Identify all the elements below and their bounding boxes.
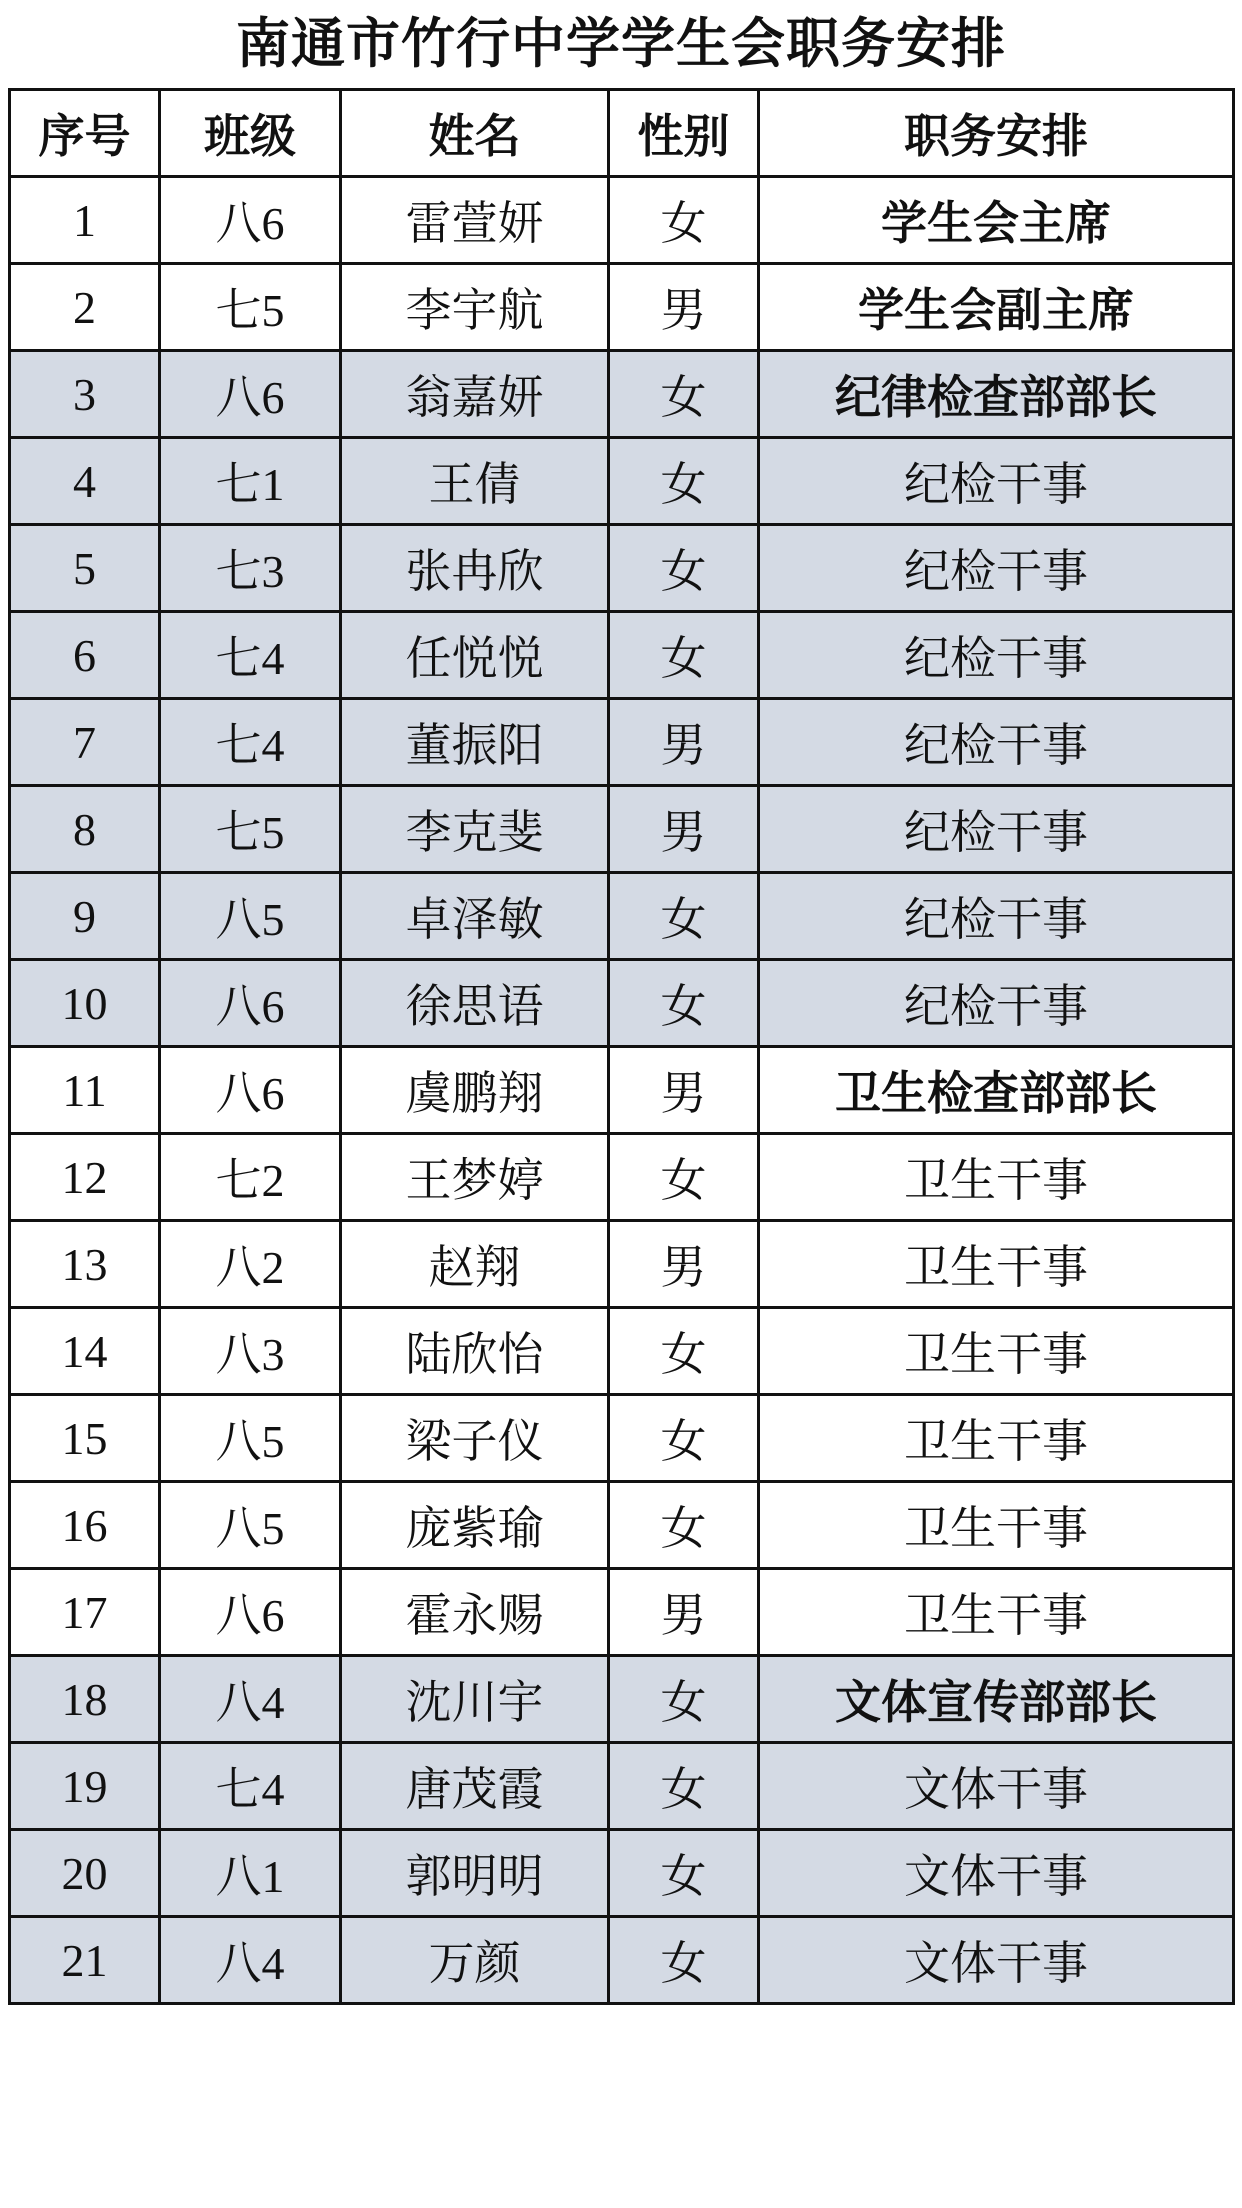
row-gender-cell: 女 xyxy=(609,1656,759,1743)
table-row xyxy=(10,1743,1234,1830)
row-number-cell: 7 xyxy=(10,699,160,786)
row-role-cell: 文体干事 xyxy=(759,1743,1234,1830)
row-number-cell: 17 xyxy=(10,1569,160,1656)
row-name-cell: 庞紫瑜 xyxy=(341,1482,609,1569)
row-name-cell: 王倩 xyxy=(341,438,609,525)
row-number-cell: 13 xyxy=(10,1221,160,1308)
row-role-cell: 纪检干事 xyxy=(759,525,1234,612)
row-role-cell: 文体干事 xyxy=(759,1830,1234,1917)
row-class-cell: 八1 xyxy=(160,1830,341,1917)
row-gender-cell: 女 xyxy=(609,1743,759,1830)
row-class-cell: 七4 xyxy=(160,1743,341,1830)
row-number-cell: 11 xyxy=(10,1047,160,1134)
row-role-cell: 学生会主席 xyxy=(759,177,1234,264)
row-gender-cell: 男 xyxy=(609,1047,759,1134)
row-gender-cell: 女 xyxy=(609,960,759,1047)
row-name-cell: 王梦婷 xyxy=(341,1134,609,1221)
header-class: 班级 xyxy=(160,90,341,177)
table-row xyxy=(10,1308,1234,1395)
row-name-cell: 梁子仪 xyxy=(341,1395,609,1482)
row-number-cell: 2 xyxy=(10,264,160,351)
page-title: 南通市竹行中学学生会职务安排 xyxy=(236,12,1006,75)
row-role-cell: 纪检干事 xyxy=(759,612,1234,699)
table-row xyxy=(10,264,1234,351)
row-number-cell: 4 xyxy=(10,438,160,525)
header-gender: 性别 xyxy=(609,90,759,177)
row-class-cell: 八3 xyxy=(160,1308,341,1395)
roster-body xyxy=(10,177,1234,2004)
row-gender-cell: 男 xyxy=(609,1569,759,1656)
row-number-cell: 21 xyxy=(10,1917,160,2004)
row-class-cell: 八5 xyxy=(160,873,341,960)
row-class-cell: 八6 xyxy=(160,177,341,264)
header-name: 姓名 xyxy=(341,90,609,177)
row-number-cell: 12 xyxy=(10,1134,160,1221)
row-name-cell: 雷萱妍 xyxy=(341,177,609,264)
row-class-cell: 八2 xyxy=(160,1221,341,1308)
row-gender-cell: 男 xyxy=(609,1221,759,1308)
row-class-cell: 七5 xyxy=(160,264,341,351)
row-name-cell: 陆欣怡 xyxy=(341,1308,609,1395)
header-role: 职务安排 xyxy=(759,90,1234,177)
table-row xyxy=(10,1569,1234,1656)
row-gender-cell: 女 xyxy=(609,1482,759,1569)
row-gender-cell: 女 xyxy=(609,612,759,699)
row-name-cell: 董振阳 xyxy=(341,699,609,786)
table-row xyxy=(10,786,1234,873)
row-class-cell: 八6 xyxy=(160,1569,341,1656)
row-gender-cell: 女 xyxy=(609,351,759,438)
row-number-cell: 8 xyxy=(10,786,160,873)
row-gender-cell: 女 xyxy=(609,1308,759,1395)
row-role-cell: 纪检干事 xyxy=(759,699,1234,786)
row-number-cell: 10 xyxy=(10,960,160,1047)
row-role-cell: 纪检干事 xyxy=(759,960,1234,1047)
row-gender-cell: 女 xyxy=(609,1134,759,1221)
roster-table xyxy=(8,88,1235,2005)
row-gender-cell: 男 xyxy=(609,786,759,873)
row-name-cell: 李宇航 xyxy=(341,264,609,351)
row-class-cell: 八6 xyxy=(160,351,341,438)
row-name-cell: 虞鹏翔 xyxy=(341,1047,609,1134)
header-no: 序号 xyxy=(10,90,160,177)
table-row xyxy=(10,525,1234,612)
row-role-cell: 卫生干事 xyxy=(759,1482,1234,1569)
row-class-cell: 八6 xyxy=(160,1047,341,1134)
row-gender-cell: 女 xyxy=(609,438,759,525)
row-number-cell: 18 xyxy=(10,1656,160,1743)
row-name-cell: 徐思语 xyxy=(341,960,609,1047)
row-class-cell: 七2 xyxy=(160,1134,341,1221)
table-row xyxy=(10,699,1234,786)
row-role-cell: 卫生检查部部长 xyxy=(759,1047,1234,1134)
row-role-cell: 纪检干事 xyxy=(759,438,1234,525)
row-class-cell: 八4 xyxy=(160,1917,341,2004)
row-role-cell: 纪律检查部部长 xyxy=(759,351,1234,438)
table-row xyxy=(10,873,1234,960)
table-row xyxy=(10,438,1234,525)
row-number-cell: 16 xyxy=(10,1482,160,1569)
row-gender-cell: 女 xyxy=(609,1395,759,1482)
row-number-cell: 3 xyxy=(10,351,160,438)
row-gender-cell: 女 xyxy=(609,525,759,612)
table-row xyxy=(10,960,1234,1047)
row-number-cell: 1 xyxy=(10,177,160,264)
row-class-cell: 八5 xyxy=(160,1395,341,1482)
row-class-cell: 七4 xyxy=(160,612,341,699)
row-name-cell: 霍永赐 xyxy=(341,1569,609,1656)
row-name-cell: 翁嘉妍 xyxy=(341,351,609,438)
row-role-cell: 文体宣传部部长 xyxy=(759,1656,1234,1743)
row-number-cell: 20 xyxy=(10,1830,160,1917)
row-name-cell: 任悦悦 xyxy=(341,612,609,699)
table-row xyxy=(10,351,1234,438)
row-name-cell: 赵翔 xyxy=(341,1221,609,1308)
table-row xyxy=(10,1656,1234,1743)
row-role-cell: 文体干事 xyxy=(759,1917,1234,2004)
row-role-cell: 纪检干事 xyxy=(759,786,1234,873)
row-name-cell: 万颜 xyxy=(341,1917,609,2004)
table-row xyxy=(10,1395,1234,1482)
row-name-cell: 沈川宇 xyxy=(341,1656,609,1743)
row-number-cell: 6 xyxy=(10,612,160,699)
row-class-cell: 八4 xyxy=(160,1656,341,1743)
row-name-cell: 郭明明 xyxy=(341,1830,609,1917)
row-role-cell: 卫生干事 xyxy=(759,1395,1234,1482)
row-number-cell: 14 xyxy=(10,1308,160,1395)
table-row xyxy=(10,1047,1234,1134)
row-class-cell: 七1 xyxy=(160,438,341,525)
table-row xyxy=(10,1482,1234,1569)
row-name-cell: 张冉欣 xyxy=(341,525,609,612)
row-role-cell: 学生会副主席 xyxy=(759,264,1234,351)
row-role-cell: 卫生干事 xyxy=(759,1134,1234,1221)
row-gender-cell: 女 xyxy=(609,1917,759,2004)
row-number-cell: 5 xyxy=(10,525,160,612)
table-row xyxy=(10,612,1234,699)
row-class-cell: 七5 xyxy=(160,786,341,873)
table-row xyxy=(10,1917,1234,2004)
row-name-cell: 唐茂霞 xyxy=(341,1743,609,1830)
table-row xyxy=(10,1221,1234,1308)
row-class-cell: 八5 xyxy=(160,1482,341,1569)
row-number-cell: 19 xyxy=(10,1743,160,1830)
table-row xyxy=(10,1830,1234,1917)
row-number-cell: 15 xyxy=(10,1395,160,1482)
row-role-cell: 卫生干事 xyxy=(759,1221,1234,1308)
row-class-cell: 七3 xyxy=(160,525,341,612)
row-gender-cell: 男 xyxy=(609,699,759,786)
row-name-cell: 李克斐 xyxy=(341,786,609,873)
table-header-row xyxy=(10,90,1234,177)
table-row xyxy=(10,177,1234,264)
row-class-cell: 七4 xyxy=(160,699,341,786)
row-class-cell: 八6 xyxy=(160,960,341,1047)
row-role-cell: 纪检干事 xyxy=(759,873,1234,960)
row-name-cell: 卓泽敏 xyxy=(341,873,609,960)
row-gender-cell: 女 xyxy=(609,873,759,960)
row-number-cell: 9 xyxy=(10,873,160,960)
row-gender-cell: 女 xyxy=(609,1830,759,1917)
row-gender-cell: 女 xyxy=(609,177,759,264)
row-gender-cell: 男 xyxy=(609,264,759,351)
row-role-cell: 卫生干事 xyxy=(759,1308,1234,1395)
row-role-cell: 卫生干事 xyxy=(759,1569,1234,1656)
table-row xyxy=(10,1134,1234,1221)
